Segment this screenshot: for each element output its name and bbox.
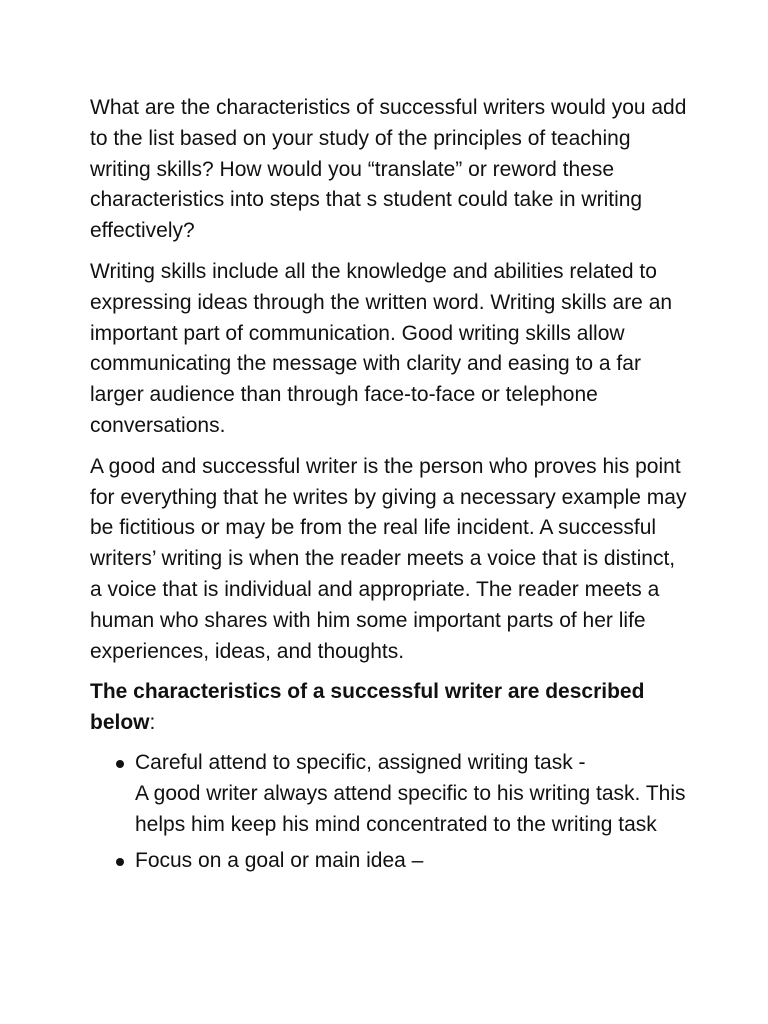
successful-writer-paragraph: A good and successful writer is the person who proves his point for everything that he writes by giving a necessary example may be fictitious or may be from the real life incident. A successful writers’ writing is when the reader meets a voice that is distinct, a voice that is individual and appropriate. The reader meets a human who shares with him some important parts of her life experiences, ideas, and thoughts. [90, 454, 687, 663]
bullet-icon [116, 760, 124, 768]
list-item [90, 846, 690, 877]
document-page [90, 93, 690, 883]
characteristics-list [90, 748, 690, 877]
characteristics-heading [90, 677, 690, 739]
list-item-title: Careful attend to specific, assigned writing task - [135, 750, 586, 774]
question-paragraph: What are the characteristics of successful writers would you add to the list based on your study of the principles of teaching writing skills? How would you “translate” or reword these characteristics into steps that s student could take in writing effectively? [90, 96, 687, 243]
list-item-body: A good writer always attend specific to his writing task. This helps him keep his mind concentrated to the writing task [135, 781, 686, 836]
characteristics-heading-bold: The characteristics of a successful writer are described below [90, 680, 645, 735]
list-item-title: Focus on a goal or main idea – [135, 849, 424, 873]
characteristics-heading-colon: : [149, 711, 156, 735]
list-item [90, 748, 690, 840]
bullet-icon [116, 858, 124, 866]
writing-skills-paragraph: Writing skills include all the knowledge and abilities related to expressing ideas through the written word. Writing skills are an important part of communication. Good writing skills allow communicating the message with clarity and easing to a far larger audience than through face-to-face or telephone conversations. [90, 259, 673, 437]
